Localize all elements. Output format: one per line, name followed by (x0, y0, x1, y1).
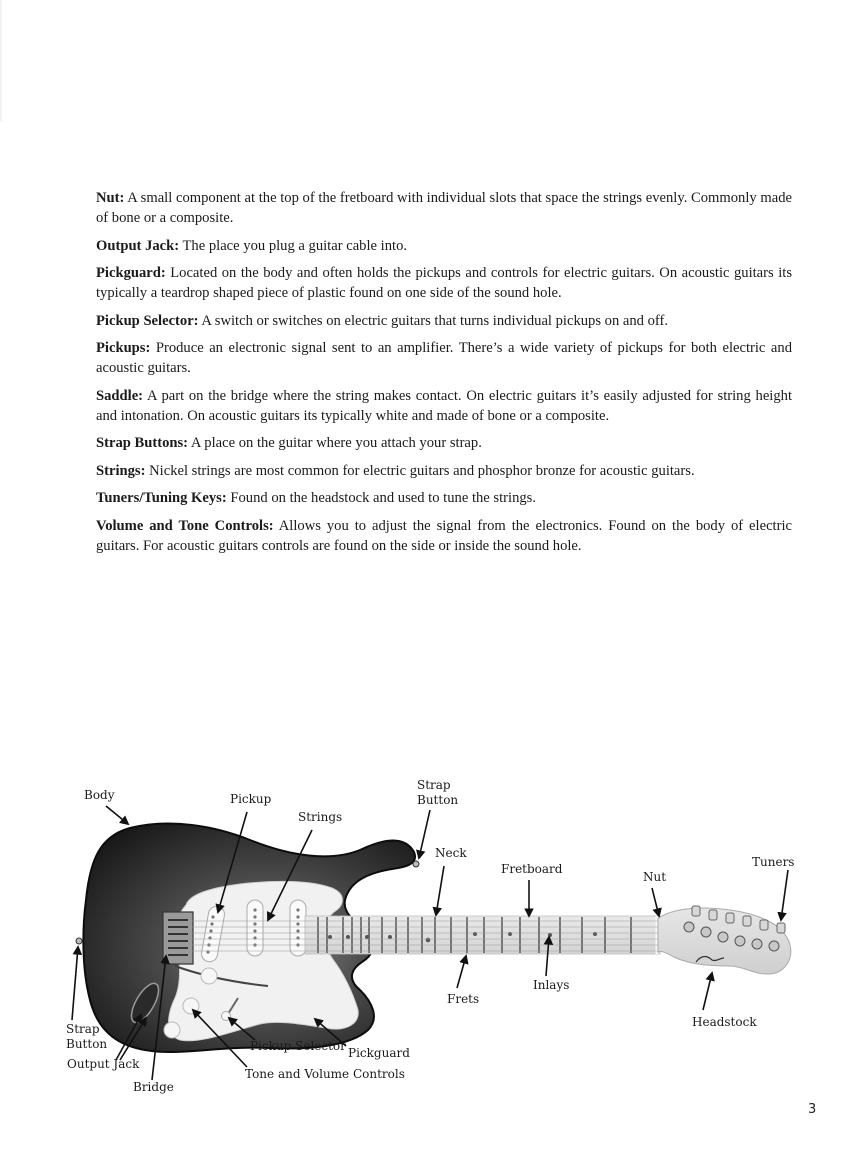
glossary-term: Saddle: (96, 387, 144, 404)
glossary-term: Pickup Selector: (96, 312, 199, 329)
glossary-entry-pickup-selector (96, 311, 792, 331)
knob-volume (201, 968, 217, 984)
glossary-term: Volume and Tone Controls: (96, 517, 274, 534)
headstock (658, 906, 791, 974)
glossary-term: Pickguard: (96, 265, 166, 281)
glossary (96, 188, 792, 563)
glossary-entry-output-jack (96, 236, 792, 256)
label-tuners: Tuners (752, 855, 795, 869)
glossary-definition: The place you plug a guitar cable into. (179, 237, 408, 254)
knob-tone-2 (164, 1022, 180, 1038)
guitar-diagram (0, 760, 864, 1120)
label-strap-button-bottom-line2: Button (66, 1037, 108, 1051)
knob-tone-1 (183, 998, 199, 1014)
label-pickguard: Pickguard (348, 1046, 410, 1060)
label-fretboard: Fretboard (501, 862, 563, 876)
label-output-jack: Output Jack (67, 1057, 140, 1071)
glossary-definition: A small component at the top of the fretboard with individual slots that space the strings evenly. Commonly made of bone or a composite. (96, 190, 792, 226)
label-strap-button-bottom-line1: Strap (66, 1022, 100, 1036)
glossary-entry-nut (96, 188, 792, 228)
glossary-entry-saddle (96, 386, 792, 426)
glossary-entry-strings (96, 461, 792, 481)
label-pickup: Pickup (230, 792, 272, 806)
label-strings: Strings (298, 810, 343, 824)
label-tone-volume-controls: Tone and Volume Controls (245, 1067, 405, 1081)
glossary-definition: Found on the headstock and used to tune the strings. (226, 490, 536, 506)
label-frets: Frets (447, 992, 480, 1006)
glossary-term: Strings: (96, 462, 146, 479)
label-headstock: Headstock (692, 1015, 757, 1029)
glossary-definition: A place on the guitar where you attach your strap. (188, 435, 482, 451)
glossary-entry-volume-tone (96, 516, 792, 556)
glossary-term: Nut: (96, 190, 125, 206)
glossary-entry-pickguard (96, 263, 792, 303)
glossary-term: Output Jack: (96, 237, 180, 254)
glossary-entry-pickups (96, 338, 792, 378)
strap-button-top (413, 861, 419, 867)
glossary-definition: Produce an electronic signal sent to an amplifier. There’s a wide variety of pickups for both electric and acoustic guitars. (96, 340, 792, 376)
glossary-term: Tuners/Tuning Keys: (96, 490, 227, 506)
glossary-definition: Nickel strings are most common for electric guitars and phosphor bronze for acoustic guitars. (145, 462, 695, 479)
label-neck: Neck (435, 846, 467, 860)
glossary-definition: A switch or switches on electric guitars that turns individual pickups on and off. (198, 312, 669, 329)
label-nut: Nut (643, 870, 667, 884)
glossary-definition: Located on the body and often holds the pickups and controls for electric guitars. On acoustic guitars its typically a teardrop shaped piece of plastic found on one side of the sound hole. (96, 265, 792, 301)
strap-button-bottom (76, 938, 82, 944)
glossary-term: Strap Buttons: (96, 435, 189, 451)
label-strap-button-top-line2: Button (417, 793, 459, 807)
glossary-definition: A part on the bridge where the string makes contact. On electric guitars it’s easily adjusted for string height and intonation. On acoustic guitars its typically white and made of bone or a composite. (96, 387, 792, 424)
glossary-term: Pickups: (96, 340, 151, 356)
label-bridge: Bridge (133, 1080, 174, 1094)
label-body: Body (84, 788, 115, 802)
glossary-definition: Allows you to adjust the signal from the electronics. Found on the body of electric guitars. For acoustic guitars controls are found on the side or inside the sound hole. (96, 517, 792, 554)
page-number: 3 (808, 1102, 817, 1117)
page-edge-line (0, 0, 2, 122)
label-inlays: Inlays (533, 978, 570, 992)
glossary-entry-strap-buttons (96, 433, 792, 453)
label-strap-button-top-line1: Strap (417, 778, 451, 792)
label-pickup-selector: Pickup Selector (250, 1039, 346, 1053)
glossary-entry-tuners (96, 488, 792, 508)
